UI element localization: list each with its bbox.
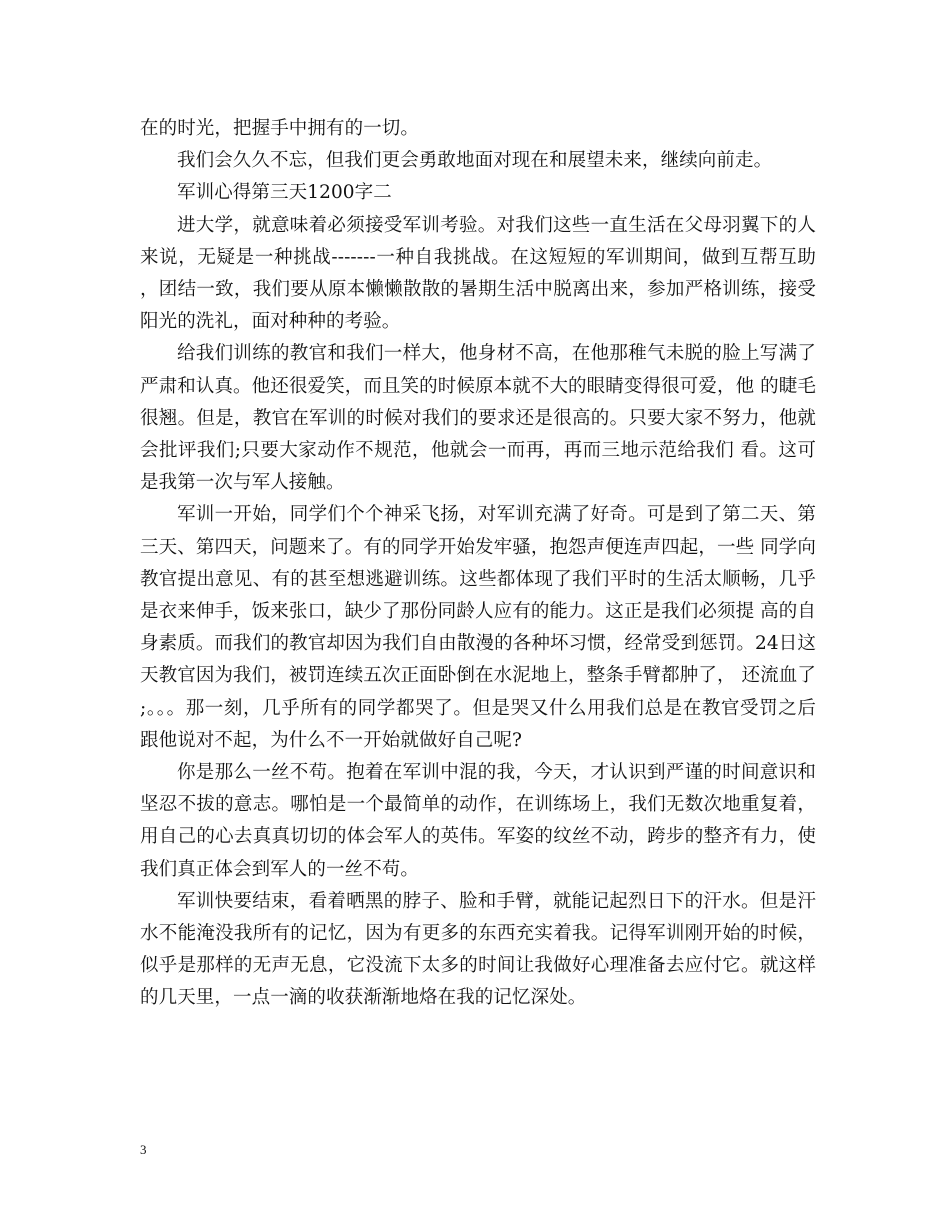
- paragraph: 你是那么一丝不苟。抱着在军训中混的我，今天，才认识到严谨的时间意识和坚忍不拔的意志。哪怕是一个最简单的动作，在训练场上，我们无数次地重复着，用自己的心去真真切切的体会军人的英伟。军姿的纹丝不动，跨步的整齐有力，使我们真正体会到军人的一丝不苟。: [140, 762, 816, 880]
- section-heading: 军训心得第三天1200字二: [177, 182, 392, 204]
- paragraph: 军训快要结束，看着晒黑的脖子、脸和手臂，就能记起烈日下的汗水。但是汗水不能淹没我所有的记忆，因为有更多的东西充实着我。记得军训刚开始的时候，似乎是那样的无声无息，它没流下太多的时间让我做好心理准备去应付它。就这样的几天里，一点一滴的收获渐渐地烙在我的记忆深处。: [140, 890, 816, 1009]
- page-number: 3: [140, 1142, 147, 1157]
- paragraph-continuation: 在的时光，把握手中拥有的一切。: [140, 118, 420, 139]
- paragraph: 军训一开始，同学们个个神采飞扬，对军训充满了好奇。可是到了第二天、第三天、第四天，问题来了。有的同学开始发牢骚，抱怨声便连声四起，一些 同学向教官提出意见、有的甚至想逃避训练。这些都体现了我们平时的生活太顺畅，几乎是衣来伸手，饭来张口，缺少了那份同龄人应有的能力。这正是我们必须提 高的自身素质。而我们的教官却因为我们自由散漫的各种坏习惯，经常受到惩罚。24日这天教官因为我们，被罚连续五次正面卧倒在水泥地上，整条手臂都肿了， 还流血了;。。。那一刻，几乎所有的同学都哭了。但是哭又什么用我们总是在教官受罚之后跟他说对不起，为什么不一开始就做好自己呢?: [140, 504, 816, 751]
- body-text: [140, 113, 816, 1015]
- paragraph: 进大学，就意味着必须接受军训考验。对我们这些一直生活在父母羽翼下的人来说，无疑是一种挑战-------一种自我挑战。在这短短的军训期间，做到互帮互助，团结一致，我们要从原本懒懒散散的暑期生活中脱离出来，参加严格训练，接受阳光的洗礼，面对种种的考验。: [140, 214, 816, 333]
- paragraph: 给我们训练的教官和我们一样大，他身材不高，在他那稚气未脱的脸上写满了严肃和认真。他还很爱笑，而且笑的时候原本就不大的眼睛变得很可爱，他 的睫毛很翘。但是，教官在军训的时候对我们的要求还是很高的。只要大家不努力，他就会批评我们;只要大家动作不规范，他就会一而再，再而三地示范给我们 看。这可是我第一次与军人接触。: [140, 343, 816, 494]
- paragraph: 我们会久久不忘，但我们更会勇敢地面对现在和展望未来，继续向前走。: [177, 150, 773, 172]
